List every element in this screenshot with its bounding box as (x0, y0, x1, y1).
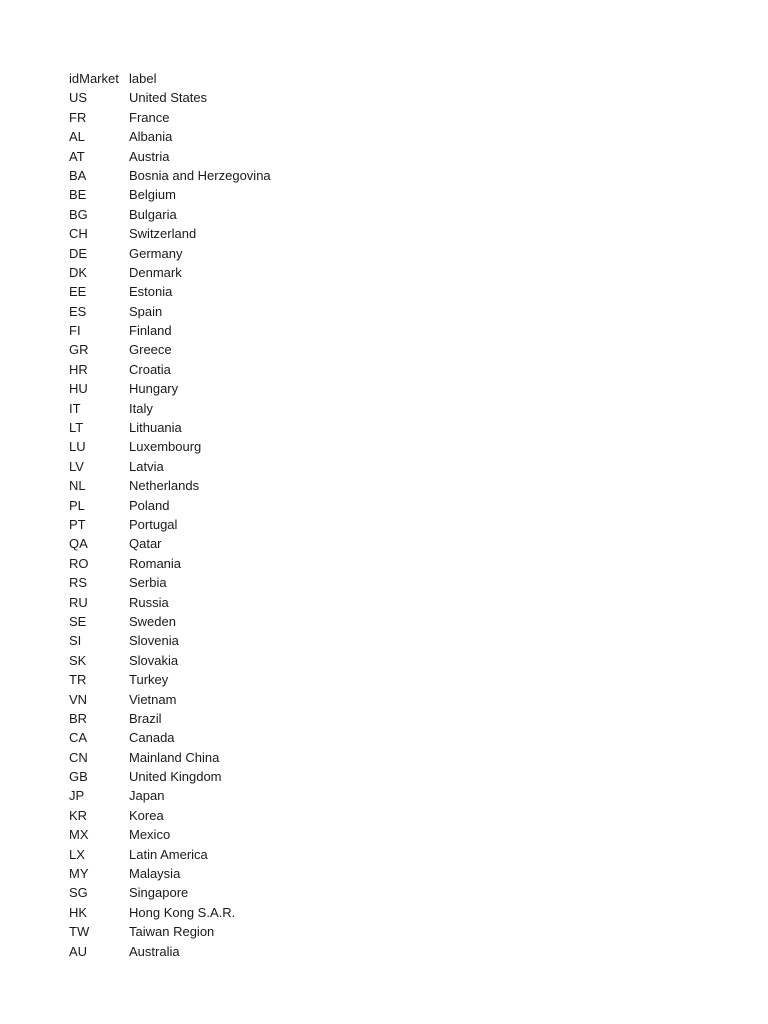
market-code: PT (69, 516, 86, 532)
market-code: LU (69, 439, 86, 455)
table-row (69, 263, 429, 282)
table-row (69, 825, 429, 844)
market-label: Serbia (129, 575, 167, 591)
table-row (69, 690, 429, 709)
market-label: Switzerland (129, 226, 197, 242)
market-code: IT (69, 400, 81, 416)
table-row (69, 108, 429, 127)
market-code: BA (69, 167, 87, 183)
market-code: VN (69, 691, 88, 707)
market-code: HK (69, 904, 88, 920)
market-table (69, 69, 429, 961)
market-label: Japan (129, 788, 165, 804)
table-row (69, 845, 429, 864)
market-code: AL (69, 129, 85, 145)
market-label: United States (129, 90, 208, 106)
table-row (69, 922, 429, 941)
table-row (69, 321, 429, 340)
table-row (69, 379, 429, 398)
market-label: Canada (129, 730, 175, 746)
market-label: Austria (129, 148, 170, 164)
table-body (69, 88, 429, 961)
table-row (69, 437, 429, 456)
market-label: Spain (129, 303, 163, 319)
market-code: FI (69, 323, 81, 339)
market-label: Croatia (129, 361, 171, 377)
market-label: Mexico (129, 827, 171, 843)
market-label: Singapore (129, 885, 189, 901)
market-code: FR (69, 109, 87, 125)
table-row (69, 612, 429, 631)
market-code: GB (69, 769, 88, 785)
market-label: Malaysia (129, 866, 181, 882)
table-row (69, 631, 429, 650)
market-label: Estonia (129, 284, 173, 300)
market-code: MY (69, 866, 89, 882)
table-row (69, 651, 429, 670)
table-row (69, 767, 429, 786)
market-code: TR (69, 672, 87, 688)
market-code: CH (69, 226, 88, 242)
table-row (69, 147, 429, 166)
table-row (69, 573, 429, 592)
market-label: Germany (129, 245, 183, 261)
table-row (69, 883, 429, 902)
header-label: label (129, 71, 157, 86)
market-code: BG (69, 206, 88, 222)
table-row (69, 903, 429, 922)
market-code: GR (69, 342, 89, 358)
market-label: Hungary (129, 381, 179, 397)
market-code: DK (69, 264, 88, 280)
market-code: AU (69, 943, 88, 959)
market-code: SI (69, 633, 82, 649)
table-row (69, 709, 429, 728)
market-label: Belgium (129, 187, 176, 203)
table-row (69, 593, 429, 612)
table-row (69, 244, 429, 263)
table-row (69, 88, 429, 107)
market-code: SE (69, 613, 87, 629)
market-label: Albania (129, 129, 173, 145)
market-code: CA (69, 730, 88, 746)
market-code: RU (69, 594, 88, 610)
market-label: Portugal (129, 516, 178, 532)
market-label: Brazil (129, 710, 162, 726)
market-code: US (69, 90, 88, 106)
market-label: Romania (129, 555, 182, 571)
table-row (69, 399, 429, 418)
market-label: Russia (129, 594, 169, 610)
table-row (69, 418, 429, 437)
table-row (69, 942, 429, 961)
market-code: QA (69, 536, 88, 552)
market-code: RS (69, 575, 88, 591)
market-label: Taiwan Region (129, 924, 215, 940)
market-code: AT (69, 148, 85, 164)
table-row (69, 185, 429, 204)
market-code: CN (69, 749, 88, 765)
market-code: LT (69, 420, 84, 436)
table-row (69, 534, 429, 553)
market-label: Turkey (129, 672, 169, 688)
market-code: PL (69, 497, 85, 513)
market-code: SK (69, 652, 87, 668)
table-row (69, 496, 429, 515)
table-row (69, 515, 429, 534)
market-code: HU (69, 381, 88, 397)
table-row (69, 806, 429, 825)
market-code: RO (69, 555, 89, 571)
market-label: Latin America (129, 846, 208, 862)
market-code: BE (69, 187, 87, 203)
table-row (69, 670, 429, 689)
market-label: Denmark (129, 264, 182, 280)
table-row (69, 340, 429, 359)
table-row (69, 748, 429, 767)
table-header-row (69, 69, 429, 88)
market-label: Australia (129, 943, 180, 959)
table-row (69, 205, 429, 224)
market-code: LV (69, 458, 84, 474)
market-code: DE (69, 245, 88, 261)
market-label: Luxembourg (129, 439, 202, 455)
table-row (69, 302, 429, 321)
table-row (69, 457, 429, 476)
table-row (69, 786, 429, 805)
market-label: United Kingdom (129, 769, 222, 785)
market-code: LX (69, 846, 85, 862)
market-label: Hong Kong S.A.R. (129, 904, 236, 920)
market-code: EE (69, 284, 87, 300)
market-label: Bulgaria (129, 206, 177, 222)
table-row (69, 554, 429, 573)
table-row (69, 224, 429, 243)
table-row (69, 127, 429, 146)
table-row (69, 166, 429, 185)
market-label: Bosnia and Herzegovina (129, 167, 271, 183)
market-code: MX (69, 827, 89, 843)
market-code: SG (69, 885, 88, 901)
table-row (69, 728, 429, 747)
market-label: France (129, 109, 170, 125)
market-code: BR (69, 710, 88, 726)
market-label: Latvia (129, 458, 164, 474)
market-code: KR (69, 807, 88, 823)
market-code: NL (69, 478, 86, 494)
header-idmarket: idMarket (69, 71, 119, 86)
table-row (69, 360, 429, 379)
market-label: Qatar (129, 536, 162, 552)
table-row (69, 476, 429, 495)
market-code: TW (69, 924, 90, 940)
market-label: Netherlands (129, 478, 200, 494)
market-label: Sweden (129, 613, 176, 629)
market-label: Finland (129, 323, 172, 339)
market-label: Greece (129, 342, 172, 358)
market-label: Slovakia (129, 652, 179, 668)
market-label: Poland (129, 497, 170, 513)
market-label: Korea (129, 807, 164, 823)
market-label: Mainland China (129, 749, 220, 765)
market-code: JP (69, 788, 85, 804)
market-label: Italy (129, 400, 153, 416)
table-row (69, 864, 429, 883)
market-code: HR (69, 361, 88, 377)
market-label: Vietnam (129, 691, 177, 707)
market-label: Lithuania (129, 420, 182, 436)
market-code: ES (69, 303, 87, 319)
table-row (69, 282, 429, 301)
market-label: Slovenia (129, 633, 179, 649)
